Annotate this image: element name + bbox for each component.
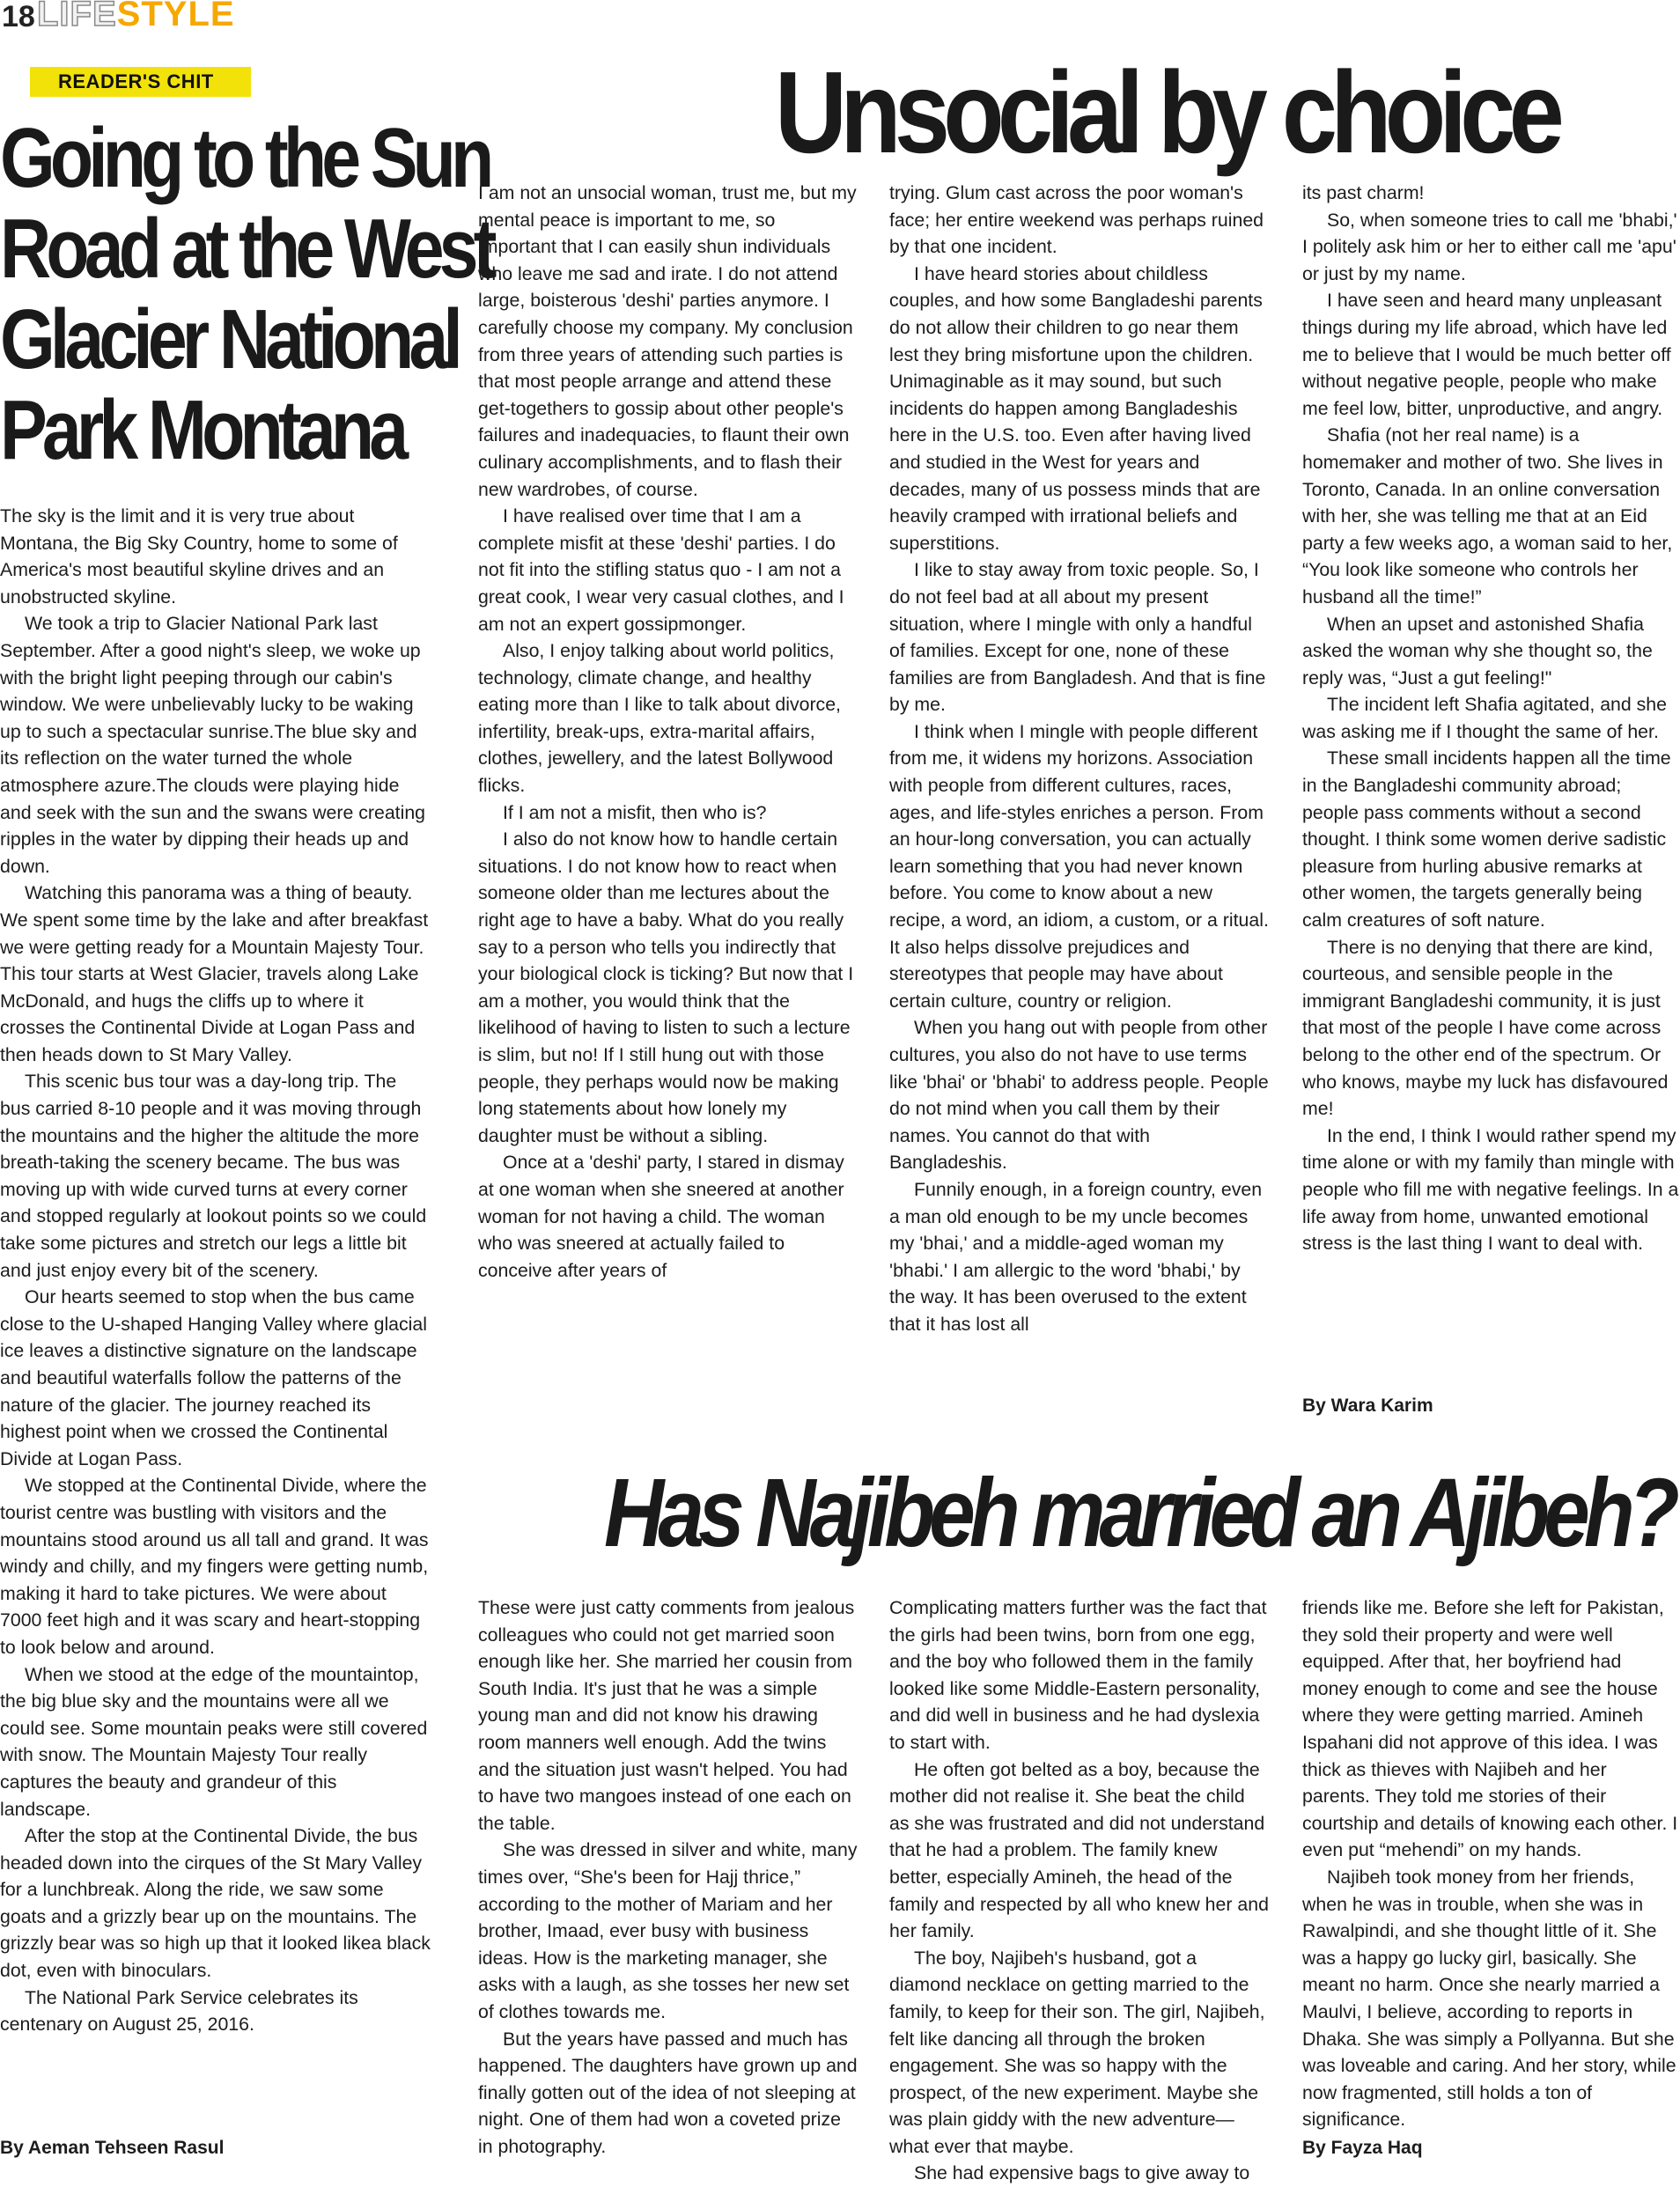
paragraph: When you hang out with people from other cultures, you also do not have to use terms like 'bhai' or 'bhabi' to address people. People do not mind when you call them by their names. You cannot do that with Bangladeshis.: [889, 1017, 1269, 1174]
paragraph: its past charm!: [1302, 182, 1425, 203]
paragraph: Najibeh took money from her friends, when he was in trouble, when she was in Rawalpindi, and she thought little of it. She was a happy go lucky girl, basically. She meant no harm. Once she nearly married a Maulvi, I believe, according to reports in Dhaka. She was simply a Pollyanna. But she was loveable and caring. And her story, while now fragmented, still holds a ton of significance.: [1302, 1866, 1676, 2131]
paragraph: I am not an unsocial woman, trust me, but my mental peace is important to me, so important that I can easily shun individuals who leave me sad and irate. I do not attend large, boisterous 'deshi' parties anymore. I carefully choose my company. My conclusion from three years of attending such parties is that most people arrange and attend these get-togethers to gossip about other people's failures and inadequacies, to flaunt their own culinary accomplishments, and to flash their new wardrobes, of course.: [478, 182, 857, 500]
paragraph: After the stop at the Continental Divide, the bus headed down into the cirques of the St Mary Valley for a lunchbreak. Along the ride, we saw some goats and a grizzly bear up on the mountains. The grizzly bear was so high up that it looked likea black dot, even with binoculars.: [0, 1825, 431, 1982]
paragraph: Also, I enjoy talking about world politics, technology, climate change, and healthy eating more than I like to talk about divorce, infertility, break-ups, extra-marital affairs, clothes, jewellery, and the latest Bollywood flicks.: [478, 640, 841, 797]
paragraph: Watching this panorama was a thing of beauty. We spent some time by the lake and after breakfast we were getting ready for a Mountain Majesty Tour. This tour starts at West Glacier, travels along Lake McDonald, and hugs the cliffs up to where it crosses the Continental Divide at Logan Pass and then heads down to St Mary Valley.: [0, 882, 429, 1065]
paragraph: The sky is the limit and it is very true about Montana, the Big Sky Country, home to some of America's most beautiful skyline drives and an unobstructed skyline.: [0, 505, 398, 608]
paragraph: This scenic bus tour was a day-long trip. The bus carried 8-10 people and it was moving through the mountains and the higher the altitude the more breath-taking the scenery became. The bus was moving up with wide curved turns at every corner and stopped regularly at lookout points so we could take some pictures and stretch our legs a little bit and just enjoy every bit of the scenery.: [0, 1071, 427, 1281]
unsocial-headline: Unsocial by choice: [775, 48, 1558, 177]
paragraph: Complicating matters further was the fact that the girls had been twins, born from one egg, and the boy who followed them in the family looked like some Middle-Eastern personality, and did well in business and he had dyslexia to start with.: [889, 1597, 1267, 1753]
section-title-style: STYLE: [116, 0, 235, 33]
paragraph: When an upset and astonished Shafia asked the woman why she thought so, the reply was, “Just a gut feeling!": [1302, 613, 1653, 688]
paragraph: I also do not know how to handle certain situations. I do not know how to react when someone older than me lectures about the right age to have a baby. What do you really say to a person who tells you indirectly that your biological clock is ticking? But now that I am a mother, you would think that the likelihood of having to listen to such a lecture is slim, but no! If I still hung out with those people, they perhaps would now be making long statements about how lonely my daughter must be without a sibling.: [478, 828, 854, 1146]
unsocial-column-3: [1302, 180, 1679, 1377]
paragraph: We stopped at the Continental Divide, where the tourist centre was bustling with visitors and the mountains stood around us all tall and grand. It was windy and chilly, and my fingers were getting numb, making it hard to take pictures. We were about 7000 feet high and it was scary and heart-stopping to look below and around.: [0, 1475, 429, 1658]
headline-line: Road at the West: [0, 202, 492, 296]
najibeh-headline: Has Najibeh married an Ajibeh?: [604, 1459, 1674, 1567]
headline-line: Park Montana: [0, 383, 404, 477]
section-title-life: LIFE: [37, 0, 117, 33]
paragraph: The incident left Shafia agitated, and she was asking me if I thought the same of her.: [1302, 694, 1667, 742]
najibeh-column-2: [889, 1594, 1270, 2184]
paragraph: I have seen and heard many unpleasant things during my life abroad, which have led me to believe that I would be much better off without negative people, people who make me feel low, bitter, unproductive, and angry.: [1302, 290, 1671, 419]
paragraph: The National Park Service celebrates its centenary on August 25, 2016.: [0, 1986, 358, 2036]
paragraph: So, when someone tries to call me 'bhabi,' I politely ask him or her to either call me 'apu' or just by my name.: [1302, 209, 1677, 284]
paragraph: I think when I mingle with people different from me, it widens my horizons. Association with people from different cultures, races, ages, and life-styles enriches a person. From an hour-long conversation, you can actually learn something that you had never known before. You come to know about a new recipe, a word, an idiom, a custom, or a ritual. It also helps dissolve prejudices and stereotypes that people may have about certain culture, country or religion.: [889, 720, 1269, 1012]
paragraph: friends like me. Before she left for Pakistan, they sold their property and were well equipped. After that, her boyfriend had money enough to come and see the house where they were getting married. Amineh Ispahani did not approve of this idea. I was thick as thieves with Najibeh and her parents. They told me stories of their courtship and details of knowing each other. I even put “mehendi” on my hands.: [1302, 1597, 1678, 1861]
paragraph: I like to stay away from toxic people. So, I do not feel bad at all about my present situation, where I mingle with only a handful of families. Except for one, none of these families are from Bangladesh. And that is fine by me.: [889, 559, 1266, 716]
left-article-body: [0, 503, 431, 2123]
headline-line: Glacier National: [0, 292, 458, 387]
najibeh-column-3: [1302, 1594, 1679, 2131]
left-article-headline: [0, 113, 492, 475]
unsocial-column-1: [478, 180, 858, 1430]
najibeh-column-1: [478, 1594, 858, 2158]
unsocial-byline: By Wara Karim: [1302, 1395, 1433, 1416]
paragraph: In the end, I think I would rather spend my time alone or with my family than mingle with people who fill me with negative feelings. In a life away from home, unwanted emotional stress is the last thing I want to deal with.: [1302, 1124, 1679, 1255]
paragraph: Our hearts seemed to stop when the bus came close to the U-shaped Hanging Valley where glacial ice leaves a distinctive signature on the landscape and beautiful waterfalls follow the patterns of the nature of the glacier. The journey reached its highest point when we crossed the Continental Divide at Logan Pass.: [0, 1286, 427, 1469]
paragraph: Funnily enough, in a foreign country, even a man old enough to be my uncle becomes my 'bhai,' and a middle-aged woman my 'bhabi.' I am allergic to the word 'bhabi,' by the way. It has been overused to the extent that it has lost all: [889, 1178, 1263, 1335]
najibeh-byline: By Fayza Haq: [1302, 2138, 1423, 2158]
paragraph: He often got belted as a boy, because the mother did not realise it. She beat the child as she was frustrated and did not understand that he had a problem. The family knew better, especially Amineh, the head of the family and respected by all who knew her and her family.: [889, 1758, 1269, 1942]
section-title: [37, 0, 235, 34]
paragraph: I have realised over time that I am a complete misfit at these 'deshi' parties. I do not fit into the stifling status quo - I am not a great cook, I wear very casual clothes, and I am not an expert gossipmonger.: [478, 505, 844, 635]
paragraph: Once at a 'deshi' party, I stared in dismay at one woman when she sneered at another woman for not having a child. The woman who was sneered at actually failed to conceive after years of: [478, 1152, 844, 1281]
paragraph: These small incidents happen all the time in the Bangladeshi community abroad; people pass comments without a second thought. I think some women derive sadistic pleasure from hurling abusive remarks at other women, the targets generally being calm creatures of soft nature.: [1302, 747, 1671, 932]
readers-chit-label: READER'S CHIT: [30, 67, 251, 97]
paragraph: But the years have passed and much has happened. The daughters have grown up and finally gotten out of the idea of not sleeping at night. One of them had won a coveted prize in photography.: [478, 2028, 858, 2157]
paragraph: Shafia (not her real name) is a homemaker and mother of two. She lives in Toronto, Canada. In an online conversation with her, she was telling me that at an Eid party a few weeks ago, a woman said to her, “You look like someone who controls her husband all the time!”: [1302, 424, 1673, 608]
paragraph: If I am not a misfit, then who is?: [503, 801, 767, 823]
paragraph: There is no denying that there are kind, courteous, and sensible people in the immigrant Bangladeshi community, it is just that most of the people I have come across belong to the other end of the spectrum. Or who knows, maybe my luck has disfavoured me!: [1302, 936, 1669, 1120]
paragraph: I have heard stories about childless couples, and how some Bangladeshi parents do not allow their children to go near them lest they bring misfortune upon the children. Unimaginable as it may sound, but such incidents do happen among Bangladeshis here in the U.S. too. Even after having lived and studied in the West for years and decades, many of us possess minds that are heavily cramped with irrational beliefs and superstitions.: [889, 262, 1263, 554]
paragraph: We took a trip to Glacier National Park last September. After a good night's sleep, we woke up with the bright light peeping through our cabin's window. We were unbelievably lucky to be waking up to such a spectacular sunrise.The blue sky and its reflection on the water turned the whole atmosphere azure.The clouds were playing hide and seek with the sun and the swans were creating ripples in the water by dipping their heads up and down.: [0, 613, 426, 877]
left-article-byline: By Aeman Tehseen Rasul: [0, 2138, 225, 2158]
paragraph: The boy, Najibeh's husband, got a diamond necklace on getting married to the family, to keep for their son. The girl, Najibeh, felt like dancing all through the broken engagement. She was so happy with the prospect, of the new experiment. Maybe she was plain giddy with the new adventure—what ever that maybe.: [889, 1947, 1265, 2157]
page-number: 18: [2, 0, 35, 33]
paragraph: When we stood at the edge of the mountaintop, the big blue sky and the mountains were all we could see. Some mountain peaks were still covered with snow. The Mountain Majesty Tour really captures the beauty and grandeur of this landscape.: [0, 1663, 428, 1820]
paragraph: She was dressed in silver and white, many times over, “She's been for Hajj thrice,” according to the mother of Mariam and her brother, Imaad, ever busy with business ideas. How is the marketing manager, she asks with a laugh, as she tosses her new set of clothes towards me.: [478, 1839, 858, 2022]
headline-line: Going to the Sun: [0, 111, 490, 205]
paragraph: She had expensive bags to give away to: [914, 2162, 1250, 2184]
unsocial-column-2: [889, 180, 1270, 1430]
paragraph: These were just catty comments from jealous colleagues who could not get married soon enough like her. She married her cousin from South India. It's just that he was a simple young man and did not know his drawing room manners well enough. Add the twins and the situation just wasn't helped. You had to have two mangoes instead of one each on the table.: [478, 1597, 855, 1834]
paragraph: trying. Glum cast across the poor woman's face; her entire weekend was perhaps ruined by that one incident.: [889, 182, 1264, 258]
